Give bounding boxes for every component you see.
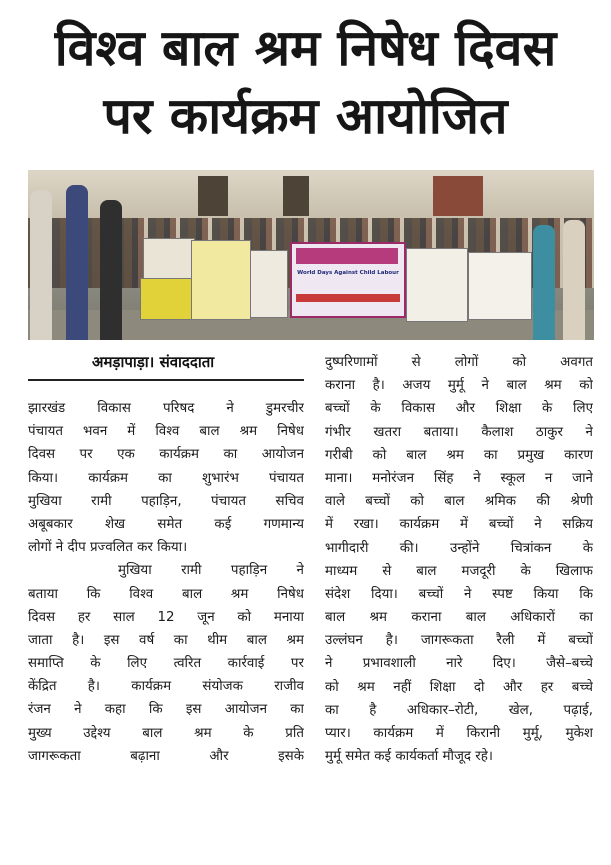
text-line: माना। मनोरंजन सिंह ने स्कूल न जाने (325, 470, 593, 486)
text-line: जागरूकता बढ़ाना और इसके (28, 748, 304, 764)
text-line: बच्चों के विकास और शिक्षा के लिए (325, 401, 593, 417)
news-photo (28, 170, 594, 340)
text-line: झारखंड विकास परिषद ने डुमरचीर (28, 401, 304, 416)
article-column-1 (28, 397, 304, 768)
photo-person (100, 200, 122, 340)
text-line: संदेश दिया। बच्चों ने स्पष्ट किया कि (325, 586, 593, 602)
banner-title: World Days Against Child Labour (297, 270, 399, 276)
text-line: का है अधिकार–रोटी, खेल, पढ़ाई, (325, 702, 593, 718)
text-line: कराना है। अजय मुर्मू ने बाल श्रम को (325, 378, 593, 394)
text-line: जाता है। इस वर्ष का थीम बाल श्रम (28, 632, 304, 648)
text-line: वाले बच्चों को बाल श्रमिक की श्रेणी (325, 494, 593, 510)
text-line: दिवस पर एक कार्यक्रम का आयोजन (28, 447, 304, 463)
text-line: गंभीर खतरा बताया। कैलाश ठाकुर ने (325, 424, 593, 440)
text-line: मुखिया रामी पहाड़िन, पंचायत सचिव (28, 493, 304, 509)
byline: अमड़ापाड़ा। संवाददाता (92, 353, 215, 371)
text-line: बाल श्रम कराना बाल अधिकारों का (325, 610, 593, 626)
child-drawing-poster (406, 248, 468, 322)
text-line: मुर्मू समेत कई कार्यकर्ता मौजूद रहे। (325, 749, 493, 765)
text-line: दुष्परिणामों से लोगों को अवगत (325, 355, 593, 370)
child-drawing-poster (140, 278, 192, 320)
child-drawing-poster (250, 250, 288, 318)
text-line: बताया कि विश्व बाल श्रम निषेध (28, 586, 304, 602)
text-line: केंद्रित है। कार्यक्रम संयोजक राजीव (28, 679, 304, 695)
byline-rule (28, 379, 304, 381)
text-line: माध्यम से बाल मजदूरी के खिलाफ (325, 563, 593, 579)
photo-door (433, 176, 483, 216)
photo-door (283, 176, 309, 216)
text-line: ने प्रभावशाली नारे दिए। जैसे–बच्चे (325, 656, 593, 672)
banner-footer-stripe (296, 294, 400, 302)
text-line: अबूबकार शेख समेत कई गणमान्य (28, 516, 304, 532)
text-line: मुखिया रामी पहाड़िन ने (118, 563, 304, 579)
text-line: गरीबी को बाल श्रम का प्रमुख कारण (325, 447, 593, 463)
child-drawing-poster (143, 238, 195, 280)
photo-person (30, 190, 52, 340)
child-drawing-poster (191, 240, 251, 320)
child-drawing-poster (468, 252, 532, 320)
text-line: उल्लंघन है। जागरूकता रैली में बच्चों (325, 633, 593, 649)
text-line: लोगों ने दीप प्रज्वलित कर किया। (28, 540, 188, 556)
text-line: प्यार। कार्यक्रम में किरानी मुर्मू, मुकेश (325, 726, 593, 741)
text-line: मुख्य उद्देश्य बाल श्रम के प्रति (28, 725, 304, 741)
text-line: को श्रम नहीं शिक्षा दो और हर बच्चे (325, 679, 593, 695)
text-line: रंजन ने कहा कि इस आयोजन का (28, 702, 304, 718)
text-line: में रखा। कार्यक्रम में बच्चों ने सक्रिय (325, 517, 593, 533)
text-line: किया। कार्यक्रम का शुभारंभ पंचायत (28, 470, 304, 486)
banner-header-stripe (296, 248, 398, 264)
photo-person (563, 220, 585, 340)
article-column-2 (325, 351, 593, 768)
text-line: पंचायत भवन में विश्व बाल श्रम निषेध (28, 424, 304, 440)
text-line: भागीदारी की। उन्होंने चित्रांकन के (325, 540, 593, 556)
headline (0, 14, 611, 150)
world-day-banner (290, 242, 406, 318)
headline-line-2: पर कार्यक्रम आयोजित (103, 87, 508, 145)
text-line: समाप्ति के लिए त्वरित कार्रवाई पर (28, 656, 304, 672)
photo-person (533, 225, 555, 340)
photo-door (198, 176, 228, 216)
text-line: दिवस हर साल 12 जून को मनाया (28, 609, 304, 625)
headline-line-1: विश्व बाल श्रम निषेध दिवस (54, 19, 557, 77)
photo-person (66, 185, 88, 340)
